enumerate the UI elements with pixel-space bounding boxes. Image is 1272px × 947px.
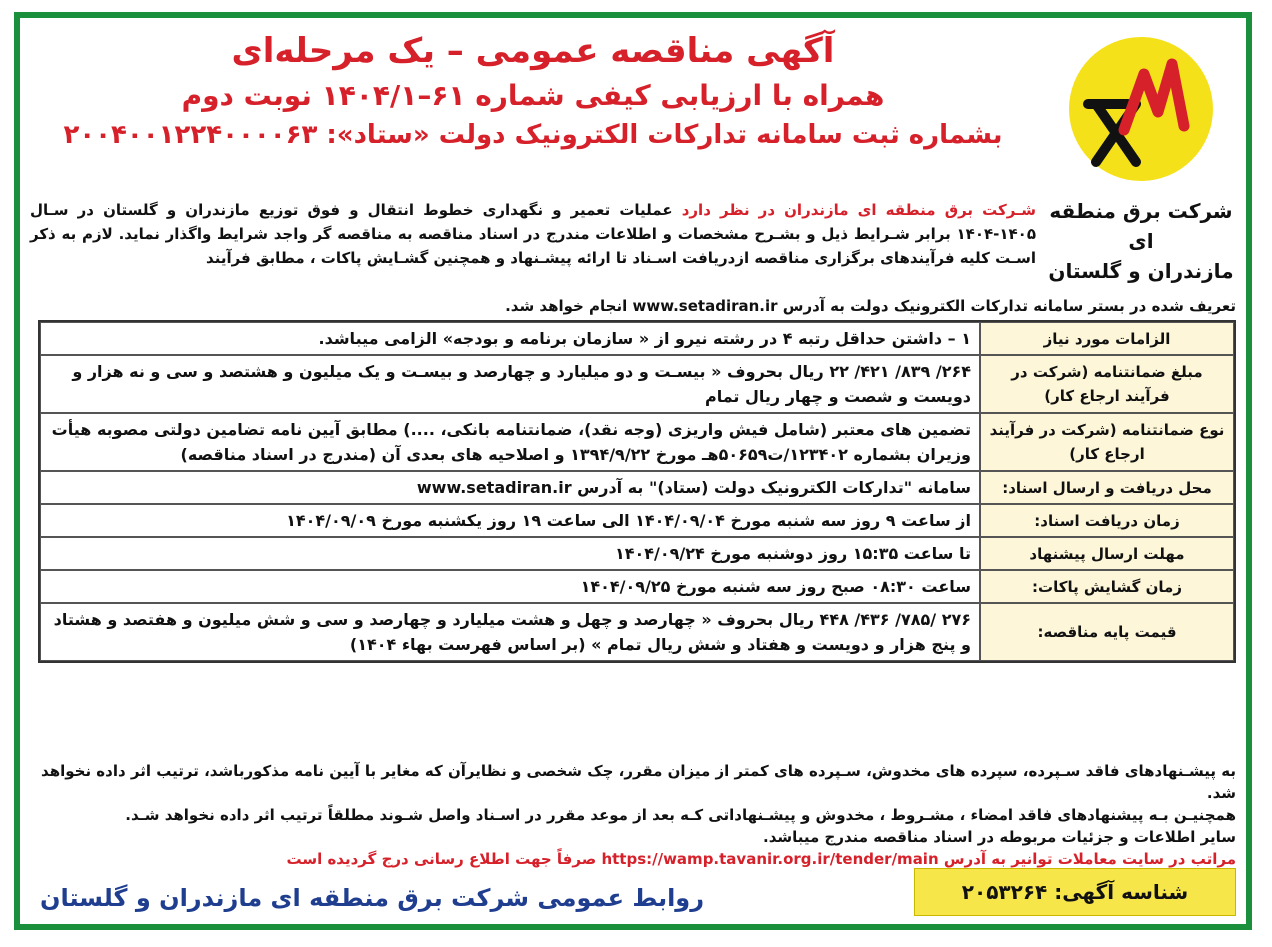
row-label: محل دریافت و ارسال اسناد: (980, 471, 1234, 504)
row-value: تضمین های معتبر (شامل فیش واریزی (وجه نقد)، ضمانتنامه بانکی، ....) مطابق آیین نامه تضامین دولتی مصوبه هیأت وزیران بشماره ۱۲۳۴۰۲/ت۵۰۶۵۹هـ مورخ ۱۳۹۴/۹/۲۲ و اصلاحیه های بعدی آن (مندرج در اسناد مناقصه) (40, 413, 980, 471)
company-name-line1: شرکت برق منطقه ای (1049, 199, 1233, 253)
company-name (1046, 196, 1236, 286)
row-value: ۲۷۶ /۷۸۵/ ۴۳۶/ ۴۴۸ ریال بحروف « چهارصد و چهل و هشت میلیارد و چهارصد و سی و شش میلیون و هفتصد و هشتاد و پنج هزار و دویست و هفتاد و شش ریال تمام » (بر اساس فهرست بهاء ۱۴۰۴) (40, 603, 980, 661)
requirements-table (38, 320, 1236, 663)
row-value: تا ساعت ۱۵:۳۵ روز دوشنبه مورخ ۱۴۰۴/۰۹/۲۴ (40, 537, 980, 570)
row-value: از ساعت ۹ روز سه شنبه مورخ ۱۴۰۴/۰۹/۰۴ الی ساعت ۱۹ روز یکشنبه مورخ ۱۴۰۴/۰۹/۰۹ (40, 504, 980, 537)
notice-frame (14, 12, 1252, 930)
note-tavanir-site: مراتب در سایت معاملات توانیر به آدرس https://wamp.tavanir.org.ir/tender/main صرفاً جهت اطلاع رسانی درج گردیده است (286, 850, 1236, 868)
table-row (40, 413, 1234, 471)
row-label: قیمت پایه مناقصه: (980, 603, 1234, 661)
setad-registration: بشماره ثبت سامانه تدارکات الکترونیک دولت «ستاد»: ۲۰۰۴۰۰۱۲۲۴۰۰۰۰۶۳ (63, 120, 1003, 150)
row-label: مهلت ارسال پیشنهاد (980, 537, 1234, 570)
intro-highlight: شـرکت برق منطقه ای مازندران در نظر دارد (681, 201, 1036, 219)
row-value: سامانه "تدارکات الکترونیک دولت (ستاد)" به آدرس www.setadiran.ir (40, 471, 980, 504)
ad-id-badge: شناسه آگهی: ۲۰۵۳۲۶۴ (914, 868, 1236, 916)
row-label: نوع ضمانتنامه (شرکت در فرآیند ارجاع کار) (980, 413, 1234, 471)
row-label: مبلغ ضمانتنامه (شرکت در فرآیند ارجاع کار) (980, 355, 1234, 413)
note-more-info: سایر اطلاعات و جزئیات مربوطه در اسناد مناقصه مندرج میباشد. (763, 828, 1236, 846)
table-row (40, 504, 1234, 537)
table-row (40, 322, 1234, 355)
company-logo-icon (1066, 34, 1216, 184)
public-relations-signature: روابط عمومی شرکت برق منطقه ای مازندران و گلستان (40, 884, 705, 912)
notice-header (30, 26, 1036, 154)
row-label: زمان دریافت اسناد: (980, 504, 1234, 537)
intro-paragraph (30, 198, 1036, 270)
company-name-line2: مازندران و گلستان (1048, 259, 1234, 283)
company-block (1046, 26, 1236, 296)
row-value: ۱ – داشتن حداقل رتبه ۴ در رشته نیرو از « سازمان برنامه و بودجه» الزامی میباشد. (40, 322, 980, 355)
table-row (40, 471, 1234, 504)
row-value: ساعت ۰۸:۳۰ صبح روز سه شنبه مورخ ۱۴۰۴/۰۹/۲۵ (40, 570, 980, 603)
table-row (40, 570, 1234, 603)
notes-section (30, 760, 1236, 870)
intro-last-line: تعریف شده در بستر سامانه تدارکات الکترونیک دولت به آدرس www.setadiran.ir انجام خواهد شد. (505, 297, 1236, 315)
notice-title: آگهی مناقصه عمومی – یک مرحله‌ای (231, 31, 835, 71)
notice-subtitle: همراه با ارزیابی کیفی شماره ۶۱–۱۴۰۴/۱ نوبت دوم (181, 79, 885, 112)
row-value: ۲۶۴/ ۸۳۹/ ۴۲۱/ ۲۲ ریال بحروف « بیسـت و دو میلیارد و چهارصد و بیسـت و یک میلیون و هشتصد و سی و نه هزار و دویست و شصت و چهار ریال تمام (40, 355, 980, 413)
row-label: الزامات مورد نیاز (980, 322, 1234, 355)
note-invalid-offers: همچنیـن بـه پیشنهادهای فاقد امضاء ، مشـروط ، مخدوش و پیشـنهاداتی کـه بعد از موعد مقرر در اسـناد واصل شـوند مطلقاً ترتیب اثر داده نخواهد شـد. (125, 806, 1236, 824)
table-row (40, 603, 1234, 661)
row-label: زمان گشایش پاکات: (980, 570, 1234, 603)
table-row (40, 355, 1234, 413)
table-row (40, 537, 1234, 570)
note-deposits: به پیشـنهادهای فاقد سـپرده، سپرده های مخدوش، سـپرده های کمتر از میزان مقرر، چک شخصی و نظایرآن که مغایر با آیین نامه مذکورباشد، ترتیب اثر داده نخواهد شد. (41, 762, 1236, 802)
intro-text: عملیات تعمیر و نگهداری خطوط انتقال و فوق توزیع مازندران و گلستان در سـال ۱۴۰۵-۱۴۰۴ برابر شـرایط ذیل و بشـرح مشخصات و اطلاعات مندرج در اسناد مناقصه به مناقصه گر واجد شرایط واگذار نماید. لازم به ذکر اسـت کلیه فرآیندهای برگزاری مناقصه ازدریافت اسـناد تا ارائه پیشـنهاد و همچنین گشـایش پاکات ، مطابق فرآیند (30, 201, 1036, 267)
